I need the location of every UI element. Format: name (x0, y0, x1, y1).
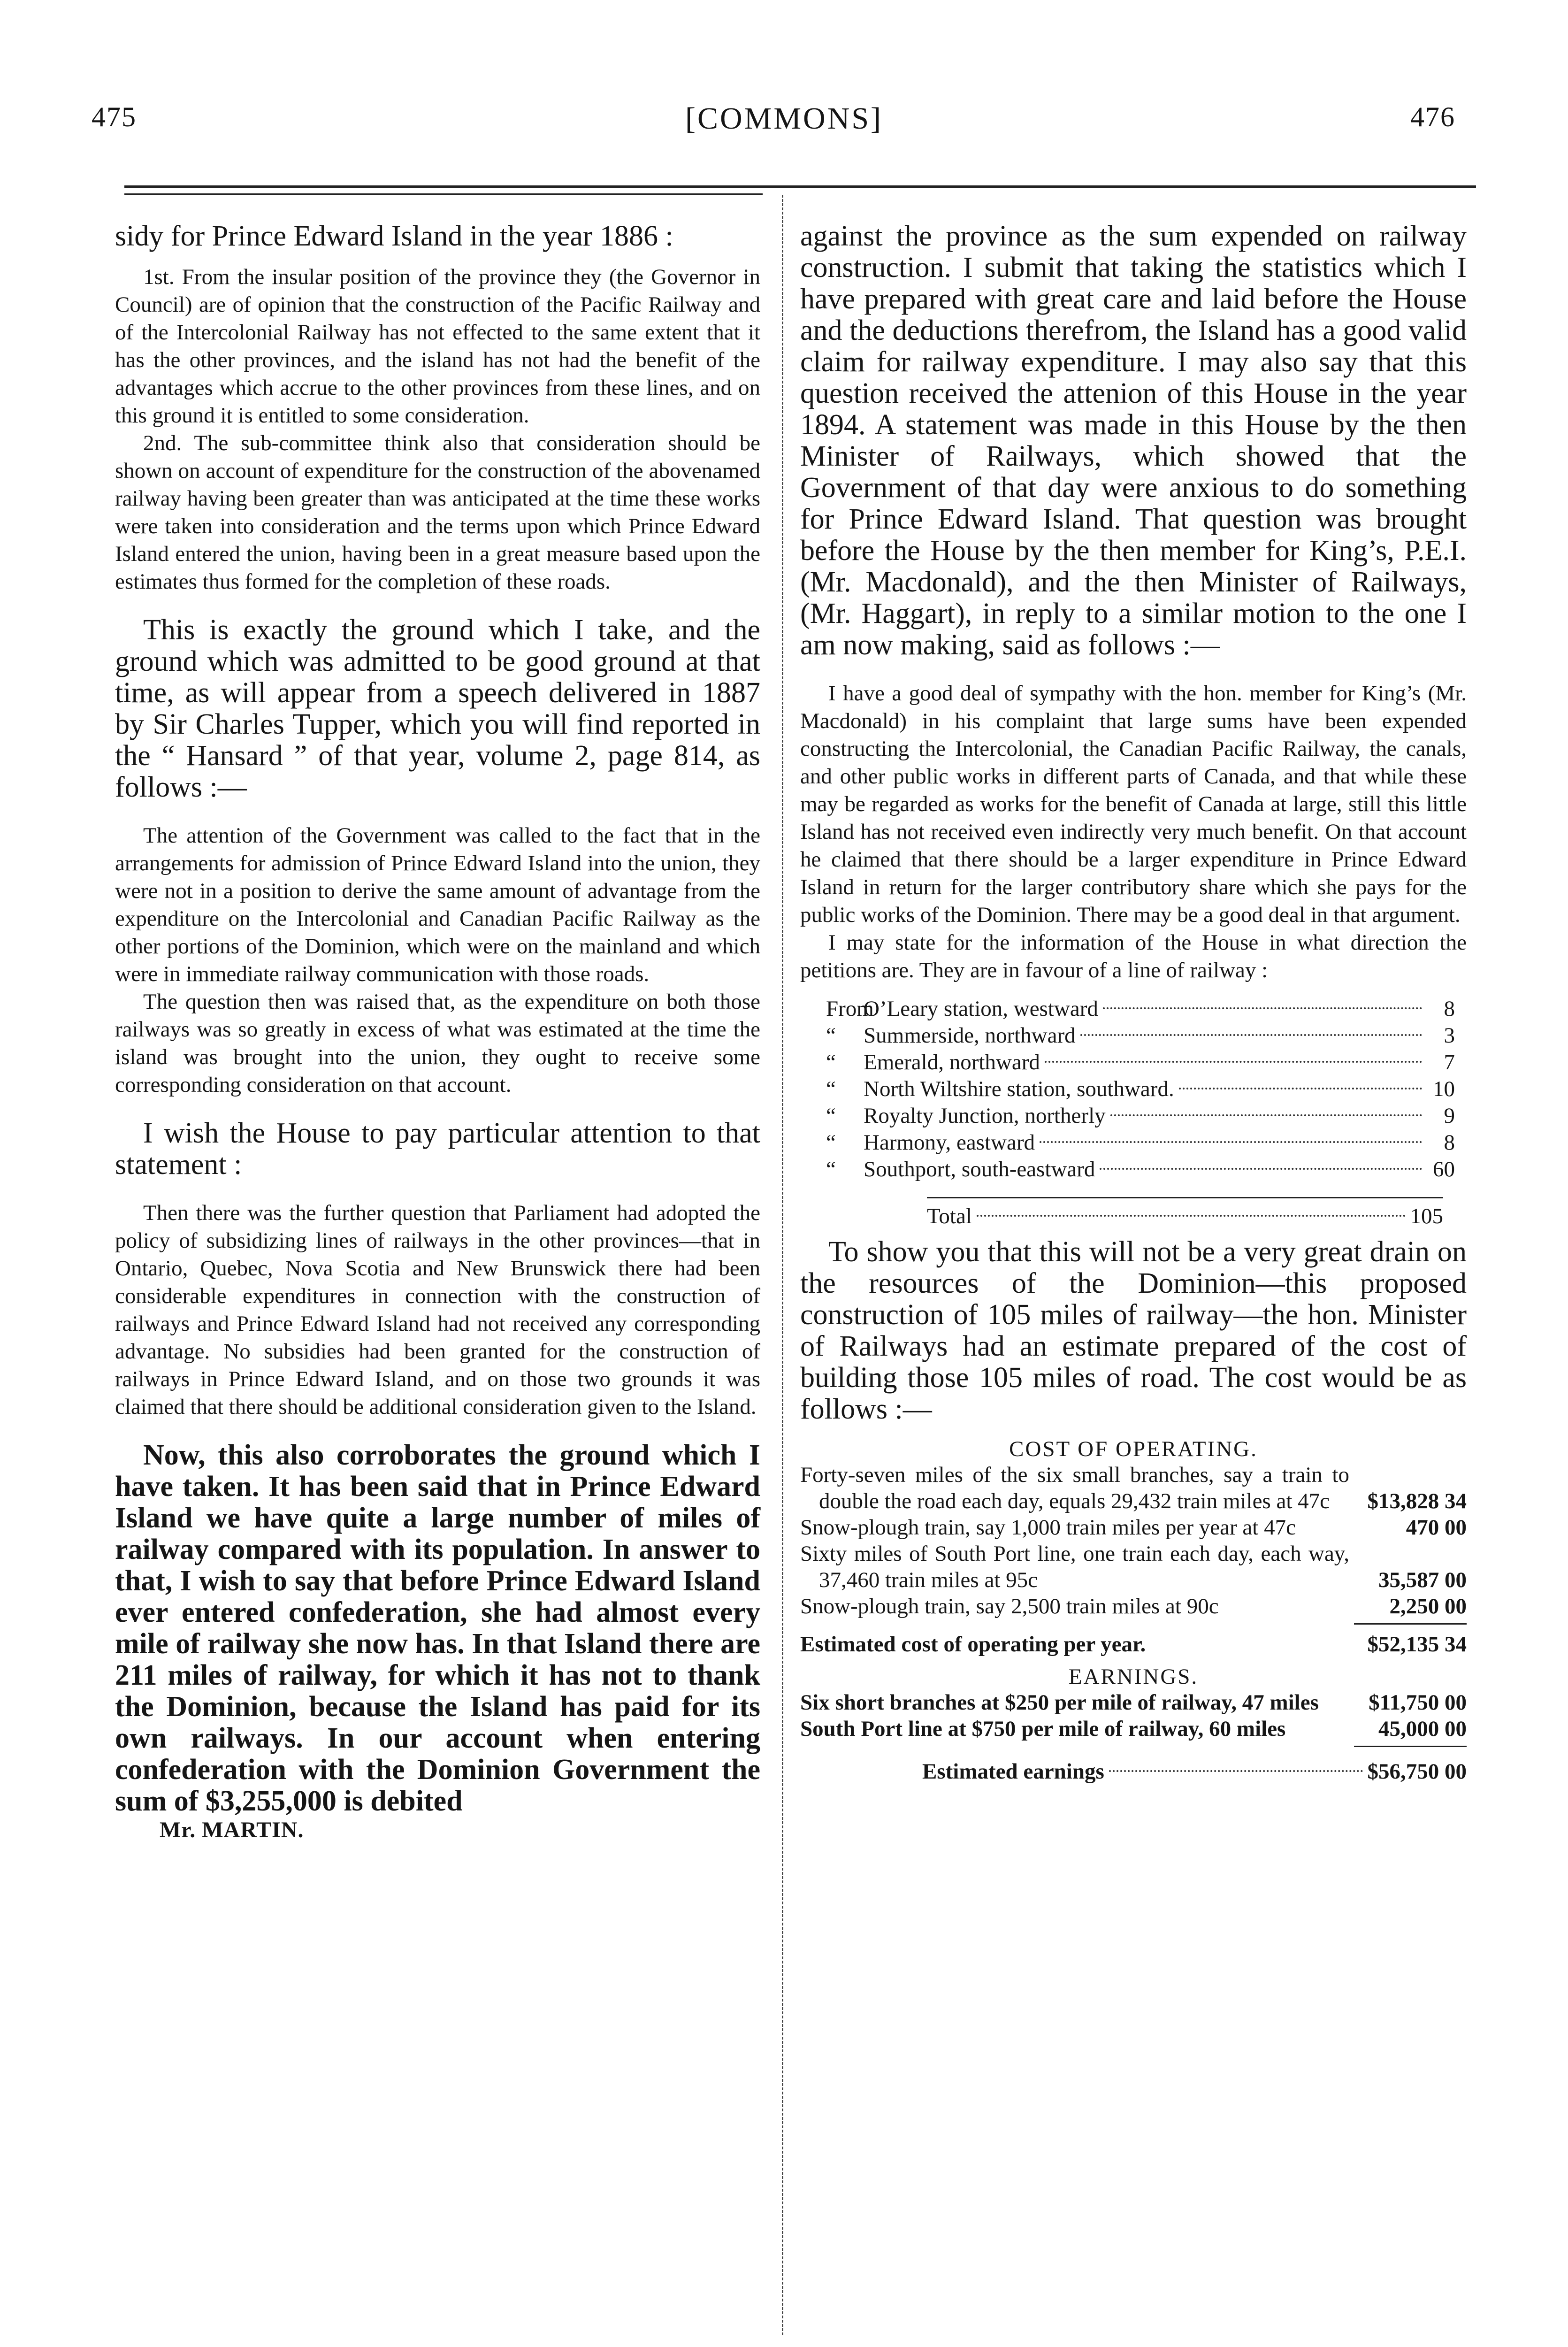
row-value: 7 (1444, 1050, 1455, 1074)
row-label: Harmony, eastward (864, 1130, 1035, 1155)
item-amount: 45,000 00 (1378, 1717, 1467, 1741)
row-prefix: “ (826, 1130, 836, 1155)
row-value: 8 (1444, 1130, 1455, 1155)
column-divider (782, 195, 783, 2335)
header-rule-secondary (124, 193, 763, 195)
leader-dots (1040, 1141, 1422, 1143)
leader-dots (1100, 1168, 1422, 1170)
row-value: 10 (1433, 1077, 1455, 1101)
total-line (927, 1203, 1443, 1230)
left-column (115, 221, 760, 1843)
paragraph: I wish the House to pay particular attention to that statement : (115, 1117, 760, 1181)
petition-row (826, 1156, 1455, 1183)
total-label: Estimated earnings (922, 1759, 1104, 1784)
quoted-paragraph: 1st. From the insular position of the province they (the Governor in Council) are of opinion that the construction of the Pacific Railway and of the Intercolonial Railway has not effected to the same extent that it has the other provinces, and the island has not had the benefit of the advantages which accrue to the other provinces from these lines, and on this ground it is entitled to some consideration. (115, 265, 760, 428)
item-description: South Port line at $750 per mile of railway, 60 miles (800, 1717, 1286, 1741)
leader-dots (1103, 1007, 1422, 1009)
row-value: 60 (1433, 1157, 1455, 1181)
petition-row (826, 1076, 1455, 1103)
leader-dots (1045, 1061, 1422, 1063)
cost-table (800, 1436, 1467, 1785)
row-value: 9 (1444, 1104, 1455, 1128)
earnings-total (800, 1758, 1467, 1785)
item-description: Snow-plough train, say 2,500 train miles at 90c (800, 1594, 1219, 1618)
total-value: 105 (1410, 1204, 1443, 1228)
cost-item (800, 1593, 1467, 1619)
cost-item (800, 1514, 1467, 1541)
total-amount: $56,750 00 (1367, 1759, 1467, 1784)
cost-item (800, 1462, 1467, 1514)
paragraph: To show you that this will not be a very great drain on the resources of the Dominion—this proposed construction of 105 miles of railway—the hon. Minister of Railways had an estimate prepared of the cost of building those 105 miles of road. The cost would be as follows :— (800, 1236, 1467, 1425)
item-description: Snow-plough train, say 1,000 train miles per year at 47c (800, 1515, 1296, 1540)
item-amount: 2,250 00 (1389, 1594, 1467, 1618)
page-number-right: 476 (1410, 101, 1455, 132)
petition-row (826, 1022, 1455, 1049)
leader-dots (1109, 1770, 1363, 1772)
item-description: Forty-seven miles of the six small branches, say a train to double the road each day, equals 29,432 train miles at 47c (800, 1463, 1349, 1513)
quoted-paragraph: 2nd. The sub-committee think also that consideration should be shown on account of expenditure for the construction of the abovenamed railway having been greater than was anticipated at the time these works were taken into consideration and the terms upon which Prince Edward Island entered the union, having been in a great measure based upon the estimates thus formed for the completion of these roads. (115, 431, 760, 594)
paragraph: sidy for Prince Edward Island in the year 1886 : (115, 220, 673, 252)
leader-dots (1179, 1088, 1422, 1089)
running-head: [COMMONS] (685, 101, 883, 136)
quoted-paragraph: The question then was raised that, as the expenditure on both those railways was so greatly in excess of what was estimated at the time the island was brought into the union, they ought to receive some corresponding consideration on that account. (115, 989, 760, 1097)
row-prefix: “ (826, 1023, 836, 1048)
petition-row (826, 1103, 1455, 1129)
total-amount: $52,135 34 (1367, 1632, 1467, 1657)
row-label: Royalty Junction, northerly (864, 1104, 1106, 1128)
cost-title: COST OF OPERATING. (1009, 1437, 1258, 1461)
quoted-paragraph: I have a good deal of sympathy with the hon. member for King’s (Mr. Macdonald) in his complaint that large sums have been expended constructing the Intercolonial, the Canadian Pacific Railway, the canals, and other public works in different parts of Canada, and that while these may be regarded as works for the benefit of Canada at large, still this little Island has not received even indirectly very much benefit. On that account he claimed that there should be a larger expenditure in Prince Edward Island in return for the larger contributory share which she pays for the public works of the Dominion. There may be a good deal in that argument. (800, 681, 1467, 927)
row-label: Summerside, northward (864, 1023, 1076, 1048)
item-description: Sixty miles of South Port line, one train each day, each way, 37,460 train miles at 95c (800, 1542, 1349, 1592)
item-amount: $13,828 34 (1367, 1489, 1467, 1513)
cost-item (800, 1541, 1467, 1593)
leader-dots (1110, 1114, 1422, 1116)
row-prefix: From (826, 997, 874, 1021)
total-label: Total (927, 1204, 972, 1228)
row-label: Emerald, northward (864, 1050, 1040, 1074)
quoted-paragraph: I may state for the information of the House in what direction the petitions are. They are in favour of a line of railway : (800, 930, 1467, 982)
page-header (0, 0, 1568, 188)
row-prefix: “ (826, 1050, 836, 1074)
item-amount: $11,750 00 (1369, 1690, 1467, 1715)
leader-dots (977, 1215, 1406, 1217)
row-value: 3 (1444, 1023, 1455, 1048)
leader-dots (1080, 1034, 1422, 1036)
quoted-paragraph: The attention of the Government was called to the fact that in the arrangements for admission of Prince Edward Island into the union, they were not in a position to derive the same amount of advantage from the expenditure on the Intercolonial and Canadian Pacific Railway as the other portions of the Dominion, which were on the mainland and which were in immediate railway communication with those roads. (115, 823, 760, 986)
paragraph: This is exactly the ground which I take, and the ground which was admitted to be good ground at that time, as will appear from a speech delivered in 1887 by Sir Charles Tupper, which you will find reported in the “ Hansard ” of that year, volume 2, page 814, as follows :— (115, 614, 760, 803)
total-row (927, 1197, 1443, 1230)
header-rule (124, 185, 1476, 188)
speaker-name: Mr. MARTIN. (160, 1818, 304, 1842)
sum-rule (1354, 1746, 1467, 1747)
cost-total (800, 1631, 1467, 1657)
item-amount: 35,587 00 (1378, 1568, 1467, 1592)
petition-row (826, 996, 1455, 1022)
petition-row (826, 1129, 1455, 1156)
row-label: North Wiltshire station, southward. (864, 1077, 1174, 1101)
sum-rule (1354, 1623, 1467, 1625)
row-label: Southport, south-eastward (864, 1157, 1095, 1181)
page-number-left: 475 (92, 101, 137, 132)
row-label: O’Leary station, westward (864, 997, 1098, 1021)
total-label: Estimated cost of operating per year. (800, 1632, 1146, 1657)
item-amount: 470 00 (1406, 1515, 1467, 1540)
paragraph: against the province as the sum expended on railway construction. I submit that taking the statistics which I have prepared with great care and laid before the House and the deductions therefrom, the Island has a good valid claim for railway expenditure. I may also say that this question received the attenion of this House in the year 1894. A statement was made in this House by the then Minister of Railways, which showed that the Government of that day were anxious to do something for Prince Edward Island. That question was brought before the House by the then member for King’s, P.E.I. (Mr. Macdonald), and the then Minister of Railways, (Mr. Haggart), in reply to a similar motion to the one I am now making, said as follows :— (800, 220, 1467, 661)
right-column (800, 221, 1467, 1785)
earnings-item (800, 1716, 1467, 1742)
row-prefix: “ (826, 1104, 836, 1128)
row-prefix: “ (826, 1077, 836, 1101)
paragraph: Now, this also corroborates the ground which I have taken. It has been said that in Prince Edward Island we have quite a large number of miles of railway compared with its population. In answer to that, I wish to say that before Prince Edward Island ever entered confederation, she had almost every mile of railway she now has. In that Island there are 211 miles of railway, for which it has not to thank the Dominion, because the Island has paid for its own railways. In our account when entering confederation with the Dominion Government the sum of $3,255,000 is debited (115, 1439, 760, 1817)
row-prefix: “ (826, 1157, 836, 1181)
petition-row (826, 1049, 1455, 1076)
row-value: 8 (1444, 997, 1455, 1021)
quoted-paragraph: Then there was the further question that Parliament had adopted the policy of subsidizing lines of railways in the other provinces—that in Ontario, Quebec, Nova Scotia and New Brunswick there had been considerable expenditures in connection with the construction of railways and Prince Edward Island had not received any corresponding advantage. No subsidies had been granted for the construction of railways in Prince Edward Island, and on those two grounds it was claimed that there should be additional consideration given to the Island. (115, 1201, 760, 1419)
petitions-table (800, 996, 1467, 1230)
earnings-title: EARNINGS. (1068, 1664, 1199, 1689)
earnings-item (800, 1689, 1467, 1716)
item-description: Six short branches at $250 per mile of railway, 47 miles (800, 1690, 1319, 1715)
